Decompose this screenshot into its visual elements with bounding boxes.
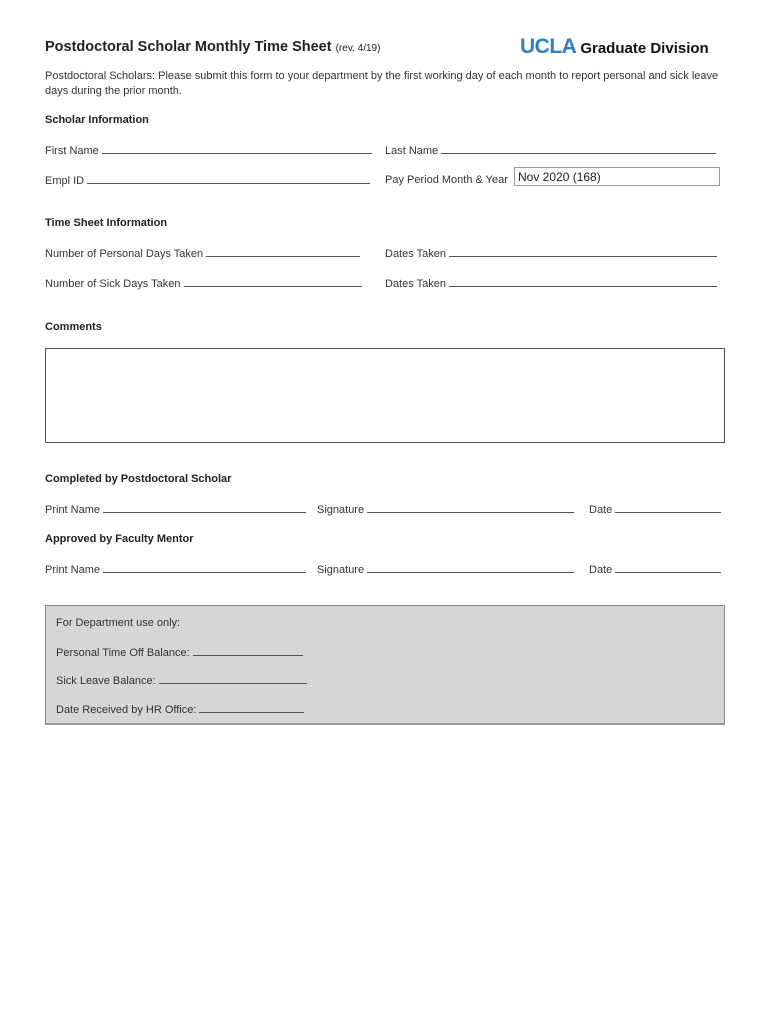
last-name-line[interactable] <box>441 144 716 154</box>
pay-period-label: Pay Period Month & Year <box>385 174 508 186</box>
comments-heading: Comments <box>45 321 102 333</box>
sick-days-label: Number of Sick Days Taken <box>45 278 181 290</box>
scholar-print-name-field[interactable] <box>45 503 306 516</box>
mentor-print-name-label: Print Name <box>45 564 101 576</box>
mentor-signature-label: Signature <box>317 564 365 576</box>
approved-heading: Approved by Faculty Mentor <box>45 533 194 545</box>
empl-id-label: Empl ID <box>45 175 85 187</box>
last-name-label: Last Name <box>385 145 439 157</box>
sick-balance-field[interactable] <box>56 674 307 687</box>
date-received-line[interactable] <box>199 703 304 713</box>
sick-balance-label: Sick Leave Balance: <box>56 675 156 687</box>
mentor-signature-field[interactable] <box>317 563 574 576</box>
first-name-label: First Name <box>45 145 99 157</box>
date-received-field[interactable] <box>56 703 304 716</box>
scholar-signature-label: Signature <box>317 504 365 516</box>
personal-dates-label: Dates Taken <box>385 248 446 260</box>
personal-balance-line[interactable] <box>193 646 303 656</box>
comments-textarea[interactable] <box>45 348 725 443</box>
date-received-label: Date Received by HR Office: <box>56 704 197 716</box>
completed-heading: Completed by Postdoctoral Scholar <box>45 473 232 485</box>
department-use-box <box>45 605 725 725</box>
scholar-print-name-line[interactable] <box>103 503 306 513</box>
form-title <box>45 39 380 55</box>
scholar-date-field[interactable] <box>589 503 721 516</box>
scholar-signature-line[interactable] <box>367 503 574 513</box>
personal-dates-line[interactable] <box>449 247 717 257</box>
sick-dates-line[interactable] <box>449 277 717 287</box>
scholar-signature-field[interactable] <box>317 503 574 516</box>
sick-days-line[interactable] <box>184 277 362 287</box>
intro-text: Postdoctoral Scholars: Please submit this form to your department by the first working day of each month to report personal and sick leave days during the prior month. <box>45 70 719 97</box>
scholar-info-heading: Scholar Information <box>45 114 149 126</box>
ucla-logo <box>520 35 709 59</box>
first-name-line[interactable] <box>102 144 372 154</box>
personal-balance-field[interactable] <box>56 646 303 659</box>
logo-ucla-text: UCLA <box>520 35 577 58</box>
mentor-date-line[interactable] <box>615 563 721 573</box>
empl-id-line[interactable] <box>87 174 370 184</box>
pay-period-input[interactable]: Nov 2020 (168) <box>514 167 720 186</box>
sick-balance-line[interactable] <box>159 674 307 684</box>
mentor-date-label: Date <box>589 564 613 576</box>
scholar-print-name-label: Print Name <box>45 504 101 516</box>
form-title-text: Postdoctoral Scholar Monthly Time Sheet <box>45 39 332 55</box>
scholar-date-line[interactable] <box>615 503 721 513</box>
logo-division-text: Graduate Division <box>580 40 709 57</box>
empl-id-field[interactable] <box>45 174 370 187</box>
scholar-date-label: Date <box>589 504 613 516</box>
first-name-field[interactable] <box>45 144 372 157</box>
personal-days-label: Number of Personal Days Taken <box>45 248 204 260</box>
personal-dates-field[interactable] <box>385 247 717 260</box>
last-name-field[interactable] <box>385 144 716 157</box>
mentor-print-name-field[interactable] <box>45 563 306 576</box>
sick-days-field[interactable] <box>45 277 362 290</box>
mentor-date-field[interactable] <box>589 563 721 576</box>
mentor-print-name-line[interactable] <box>103 563 306 573</box>
time-sheet-heading: Time Sheet Information <box>45 217 168 229</box>
department-use-heading: For Department use only: <box>56 617 181 629</box>
personal-balance-label: Personal Time Off Balance: <box>56 647 190 659</box>
revision-label: (rev. 4/19) <box>335 43 381 54</box>
mentor-signature-line[interactable] <box>367 563 574 573</box>
personal-days-line[interactable] <box>206 247 360 257</box>
sick-dates-field[interactable] <box>385 277 717 290</box>
personal-days-field[interactable] <box>45 247 360 260</box>
sick-dates-label: Dates Taken <box>385 278 446 290</box>
